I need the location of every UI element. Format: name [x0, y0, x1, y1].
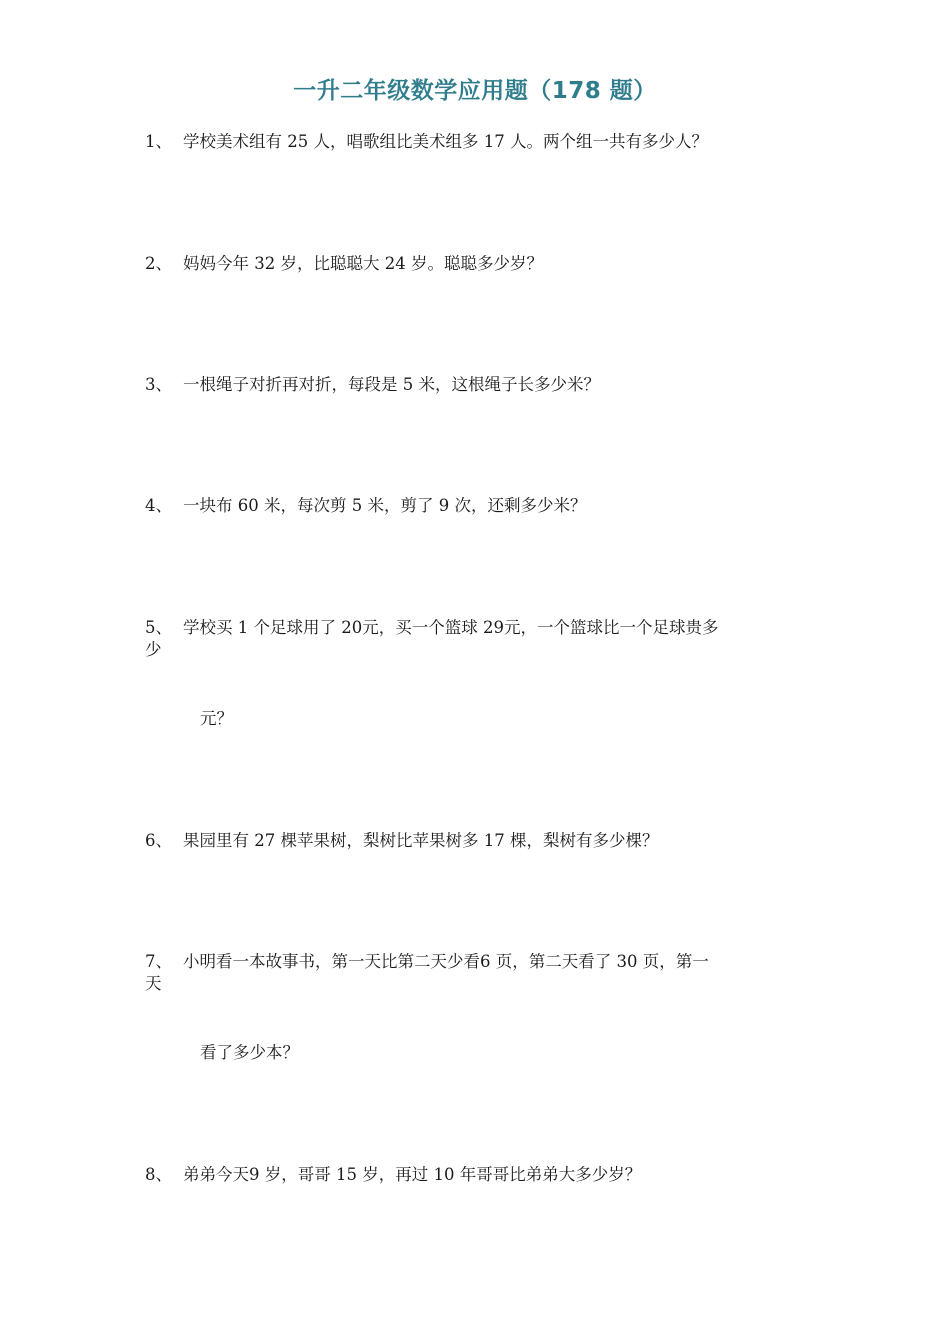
question-text-wrap: 天 [145, 974, 162, 993]
question-text-wrap: 少 [145, 640, 162, 659]
question-number: 7、 [145, 952, 172, 971]
question-8 [145, 1164, 815, 1186]
question-6 [145, 830, 815, 852]
question-number: 8、 [145, 1165, 172, 1184]
question-number: 3、 [145, 375, 172, 394]
question-text: 学校买 1 个足球用了 20元，买一个篮球 29元，一个篮球比一个足球贵多 [183, 618, 719, 637]
question-text: 妈妈今年 32 岁，比聪聪大 24 岁。聪聪多少岁？ [183, 254, 543, 273]
question-text: 一块布 60 米，每次剪 5 米，剪了 9 次，还剩多少米？ [183, 496, 587, 515]
question-2 [145, 253, 815, 275]
question-text: 小明看一本故事书，第一天比第二天少看6 页，第二天看了 30 页，第一 [183, 952, 709, 971]
question-number: 5、 [145, 618, 172, 637]
question-text: 弟弟今天9 岁，哥哥 15 岁，再过 10 年哥哥比弟弟大多少岁？ [183, 1165, 642, 1184]
question-number: 2、 [145, 254, 172, 273]
question-text: 果园里有 27 棵苹果树，梨树比苹果树多 17 棵，梨树有多少棵？ [183, 831, 659, 850]
question-text: 学校美术组有 25 人，唱歌组比美术组多 17 人。两个组一共有多少人？ [183, 132, 708, 151]
question-number: 4、 [145, 496, 172, 515]
question-1 [145, 131, 815, 153]
question-3 [145, 374, 815, 396]
question-7-continuation: 看了多少本？ [200, 1043, 299, 1062]
question-4 [145, 495, 815, 517]
question-5 [145, 617, 815, 661]
page-title: 一升二年级数学应用题（178 题） [293, 78, 657, 104]
question-number: 6、 [145, 831, 172, 850]
question-text: 一根绳子对折再对折，每段是 5 米，这根绳子长多少米？ [183, 375, 600, 394]
question-number: 1、 [145, 132, 172, 151]
question-5-continuation: 元？ [200, 709, 233, 728]
question-7 [145, 951, 815, 995]
